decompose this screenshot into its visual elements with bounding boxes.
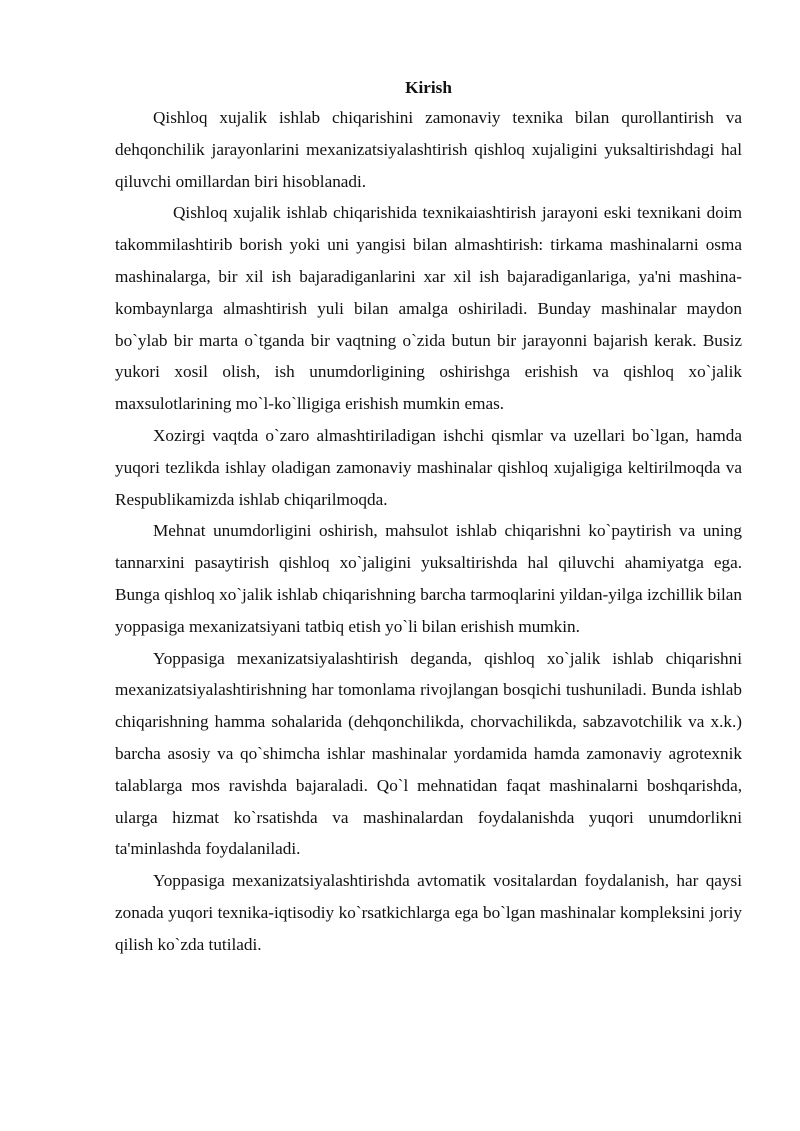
paragraph-4: Mehnat unumdorligini oshirish, mahsulot ishlab chiqarishni ko`paytirish va uning tannarxini pasaytirish qishloq xo`jaligini yuksaltirishda hal qiluvchi ahamiyatga ega. Bunga qishloq xo`jalik ishlab chiqarishning barcha tarmoqlarini yildan-yilga izchillik bilan yoppasiga mexanizatsiyani tatbiq etish yo`li bilan erishish mumkin. bbox=[115, 521, 742, 636]
page-title: Kirish bbox=[405, 78, 452, 97]
paragraph-3: Xozirgi vaqtda o`zaro almashtiriladigan ishchi qismlar va uzellari bo`lgan, hamda yuqori tezlikda ishlay oladigan zamonaviy mashinalar qishloq xujaligiga keltirilmoqda va Respublikamizda ishlab chiqarilmoqda. bbox=[115, 425, 742, 509]
paragraph-1: Qishloq xujalik ishlab chiqarishini zamonaviy texnika bilan qurollantirish va dehqonchilik jarayonlarini mexanizatsiyalashtirish qishloq xujaligini yuksaltirishdagi hal qiluvchi omillardan biri hisoblanadi. bbox=[115, 108, 742, 191]
paragraph-5: Yoppasiga mexanizatsiyalashtirish deganda, qishloq xo`jalik ishlab chiqarishni mexanizatsiyalashtirishning har tomonlama rivojlangan bosqichi tushuniladi. Bunda ishlab chiqarishning hamma sohalarida (dehqonchilikda, chorvachilikda, sabzavotchilik va x.k.) barcha asosiy va qo`shimcha ishlar mashinalar yordamida hamda zamonaviy agrotexnik talablarga mos ravishda bajaraladi. Qo`l mehnatidan faqat mashinalarni boshqarishda, ularga hizmat ko`rsatishda va mashinalardan foydalanishda yuqori unumdorlikni ta'minlashda foydalaniladi. bbox=[115, 648, 742, 859]
paragraph-2: Qishloq xujalik ishlab chiqarishida texnikaiashtirish jarayoni eski texnikani doim takommilashtirib borish yoki uni yangisi bilan almashtirish: tirkama mashinalarni osma mashinalarga, bir xil ish bajaradiganlarini xar xil ish bajaradiganlariga, ya'ni mashina-kombaynlarga almashtirish yuli bilan amalga oshiriladi. Bunday mashinalar maydon bo`ylab bir marta o`tganda bir vaqtning o`zida butun bir jarayonni bajarish kerak. Busiz yukori xosil olish, ish unumdorligining oshirishga erishish va qishloq xo`jalik maxsulotlarining mo`l-ko`lligiga erishish mumkin emas. bbox=[115, 203, 742, 414]
paragraph-6: Yoppasiga mexanizatsiyalashtirishda avtomatik vositalardan foydalanish, har qaysi zonada yuqori texnika-iqtisodiy ko`rsatkichlarga ega bo`lgan mashinalar kompleksini joriy qilish ko`zda tutiladi. bbox=[115, 871, 742, 954]
